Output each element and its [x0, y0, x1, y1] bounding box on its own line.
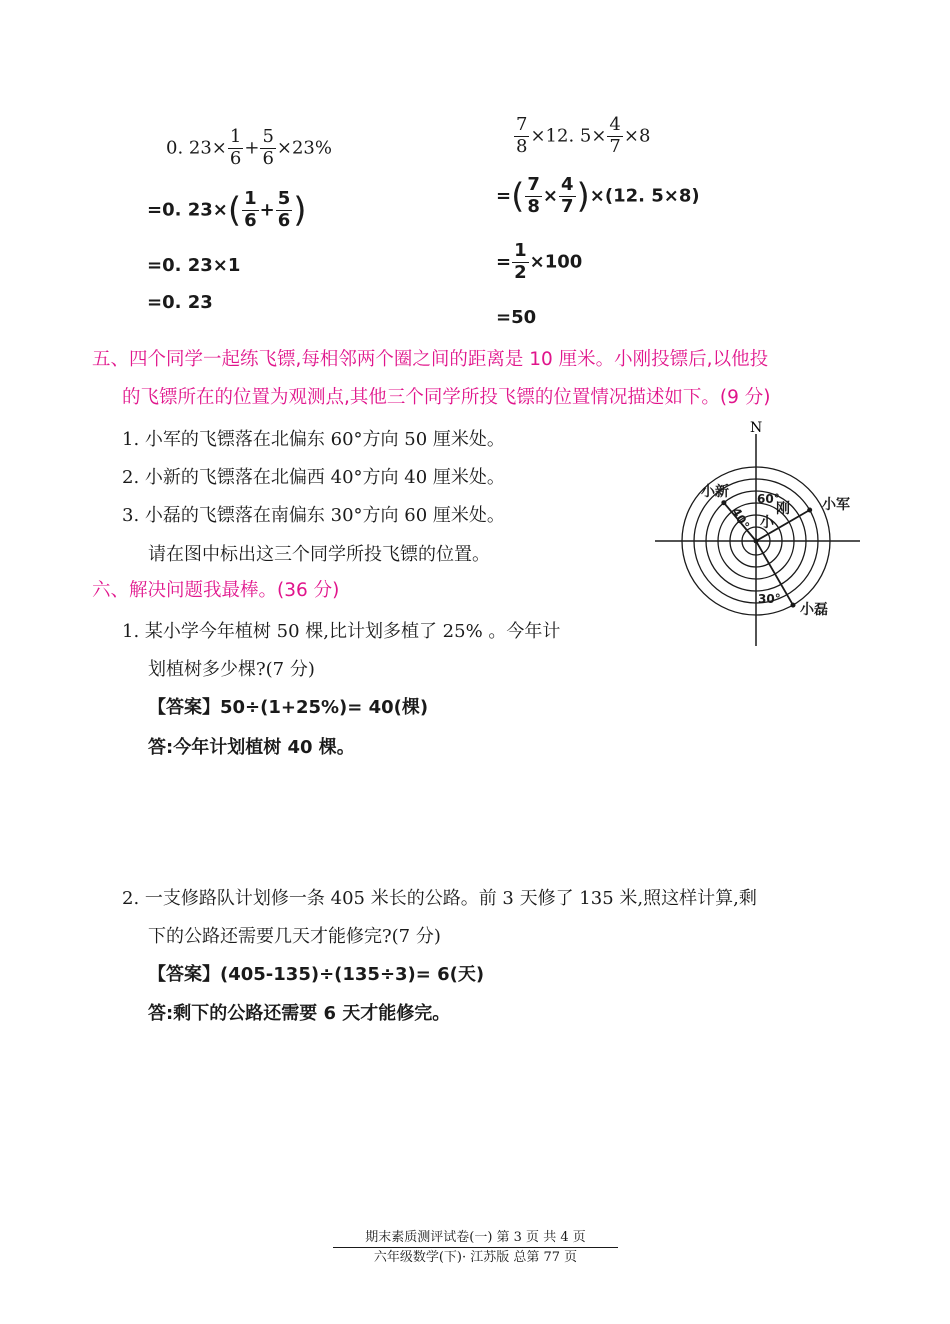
target-diagram [650, 420, 865, 650]
dart-xiaogang [754, 539, 759, 544]
angle-30-label: 30° [758, 592, 781, 606]
calc-right-problem: $\frac{7}{8}$ ×12. 5× $\frac{4}{7}$ ×8 [516, 114, 651, 157]
section5-item-2: 2. 小新的飞镖落在北偏西 40°方向 40 厘米处。 [122, 467, 505, 488]
q2-reply: 答:剩下的公路还需要 6 天才能修完。 [148, 1003, 451, 1024]
angle-60-label: 60° [757, 492, 780, 506]
calc-left-step3: =0. 23 [147, 292, 213, 313]
label-gang: 刚 [776, 501, 790, 517]
q1-text-line2: 划植树多少棵?(7 分) [148, 659, 315, 680]
section5-title-line2: 的飞镖所在的位置为观测点,其他三个同学所投飞镖的位置情况描述如下。(9 分) [122, 387, 771, 408]
section6-title: 六、解决问题我最棒。(36 分) [92, 580, 340, 601]
calc-right-step1: =( $\frac{7}{8}$ × $\frac{4}{7}$ )×(12. 5×8) [496, 174, 700, 217]
q1-answer: 【答案】50÷(1+25%)= 40(棵) [148, 697, 429, 718]
q1-reply: 答:今年计划植树 40 棵。 [148, 737, 355, 758]
label-xiaoxin: 小新 [701, 484, 729, 500]
q1-text-line1: 1. 某小学今年植树 50 棵,比计划多植了 25% 。今年计 [122, 621, 561, 642]
dart-xiaoxin [721, 500, 726, 505]
label-xiaolei: 小磊 [800, 602, 828, 618]
section5-instruction: 请在图中标出这三个同学所投飞镖的位置。 [148, 544, 490, 565]
calc-right-step2: = $\frac{1}{2}$ ×100 [496, 240, 583, 283]
section5-title-line1: 五、四个同学一起练飞镖,每相邻两个圈之间的距离是 10 厘米。小刚投镖后,以他投 [92, 349, 769, 370]
dart-xiaolei [791, 603, 796, 608]
calc-left-step1: =0. 23×( $\frac{1}{6}$ + $\frac{5}{6}$ ) [147, 188, 307, 231]
label-xiao: 小 [760, 515, 774, 531]
section5-item-3: 3. 小磊的飞镖落在南偏东 30°方向 60 厘米处。 [122, 505, 505, 526]
footer-line1: 期末素质测评试卷(一) 第 3 页 共 4 页 [333, 1226, 618, 1248]
calc-left-step2: =0. 23×1 [147, 255, 241, 276]
calc-left-problem: 0. 23× $\frac{1}{6}$ + $\frac{5}{6}$ ×23% [166, 126, 332, 169]
label-xiaojun: 小军 [822, 497, 850, 513]
q2-text-line1: 2. 一支修路队计划修一条 405 米长的公路。前 3 天修了 135 米,照这样计算,剩 [122, 888, 757, 909]
dart-xiaojun [807, 508, 812, 513]
q2-answer: 【答案】(405-135)÷(135÷3)= 6(天) [148, 964, 485, 985]
calc-right-step3: =50 [496, 307, 537, 328]
section5-item-1: 1. 小军的飞镖落在北偏东 60°方向 50 厘米处。 [122, 429, 505, 450]
north-label: N [750, 420, 763, 436]
q2-text-line2: 下的公路还需要几天才能修完?(7 分) [148, 926, 441, 947]
angle-40-label: 40° [728, 505, 753, 532]
footer-line2: 六年级数学(下)· 江苏版 总第 77 页 [373, 1250, 578, 1265]
